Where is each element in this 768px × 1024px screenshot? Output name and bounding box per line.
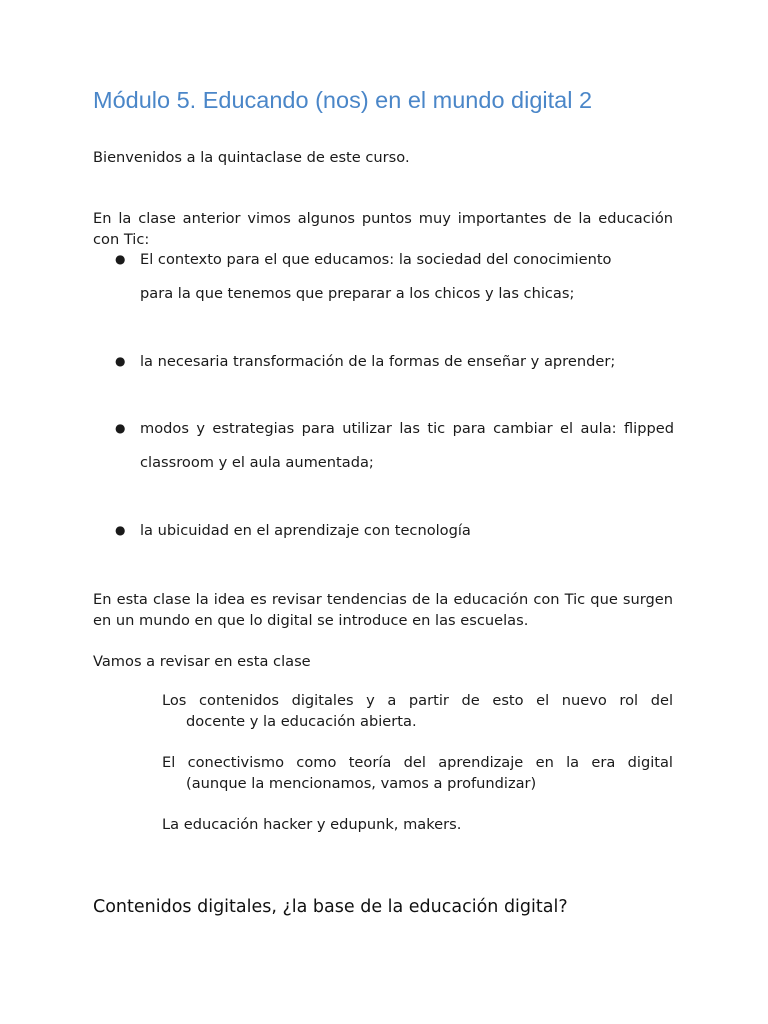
list-item-text-continued: para la que tenemos que preparar a los chicos y las chicas; bbox=[140, 285, 575, 302]
topic-item-text: Los contenidos digitales y a partir de esto el nuevo rol del bbox=[162, 692, 673, 709]
bullet-icon: ● bbox=[115, 354, 126, 368]
bullet-icon: ● bbox=[115, 252, 126, 266]
topic-item-text: La educación hacker y edupunk, makers. bbox=[162, 816, 462, 833]
bullet-icon: ● bbox=[115, 421, 126, 435]
review-intro-text: Vamos a revisar en esta clase bbox=[93, 653, 311, 670]
list-item-text-continued: classroom y el aula aumentada; bbox=[140, 454, 374, 471]
class-idea-paragraph: En esta clase la idea es revisar tendencias de la educación con Tic que surgen en un mundo en que lo digital se introduce en las escuelas. bbox=[93, 591, 673, 629]
page-title: Módulo 5. Educando (nos) en el mundo digital 2 bbox=[93, 87, 593, 113]
topic-item bbox=[162, 690, 673, 732]
list-item-text: la ubicuidad en el aprendizaje con tecnología bbox=[140, 522, 471, 539]
topic-item-text-continued: (aunque la mencionamos, vamos a profundizar) bbox=[186, 775, 537, 792]
topic-item-text: El conectivismo como teoría del aprendizaje en la era digital bbox=[162, 754, 673, 771]
topic-item bbox=[162, 814, 673, 835]
list-item-text: modos y estrategias para utilizar las tic para cambiar el aula: flipped bbox=[140, 420, 674, 437]
list-item-text: El contexto para el que educamos: la sociedad del conocimiento bbox=[140, 251, 612, 268]
bullet-icon: ● bbox=[115, 523, 126, 537]
topic-item bbox=[162, 752, 673, 794]
section-heading: Contenidos digitales, ¿la base de la educación digital? bbox=[93, 897, 568, 917]
intro-paragraph: En la clase anterior vimos algunos puntos muy importantes de la educación con Tic: bbox=[93, 210, 673, 248]
topic-item-text-continued: docente y la educación abierta. bbox=[186, 713, 417, 730]
list-item-text: la necesaria transformación de la formas de enseñar y aprender; bbox=[140, 353, 616, 370]
welcome-text: Bienvenidos a la quintaclase de este curso. bbox=[93, 149, 410, 166]
